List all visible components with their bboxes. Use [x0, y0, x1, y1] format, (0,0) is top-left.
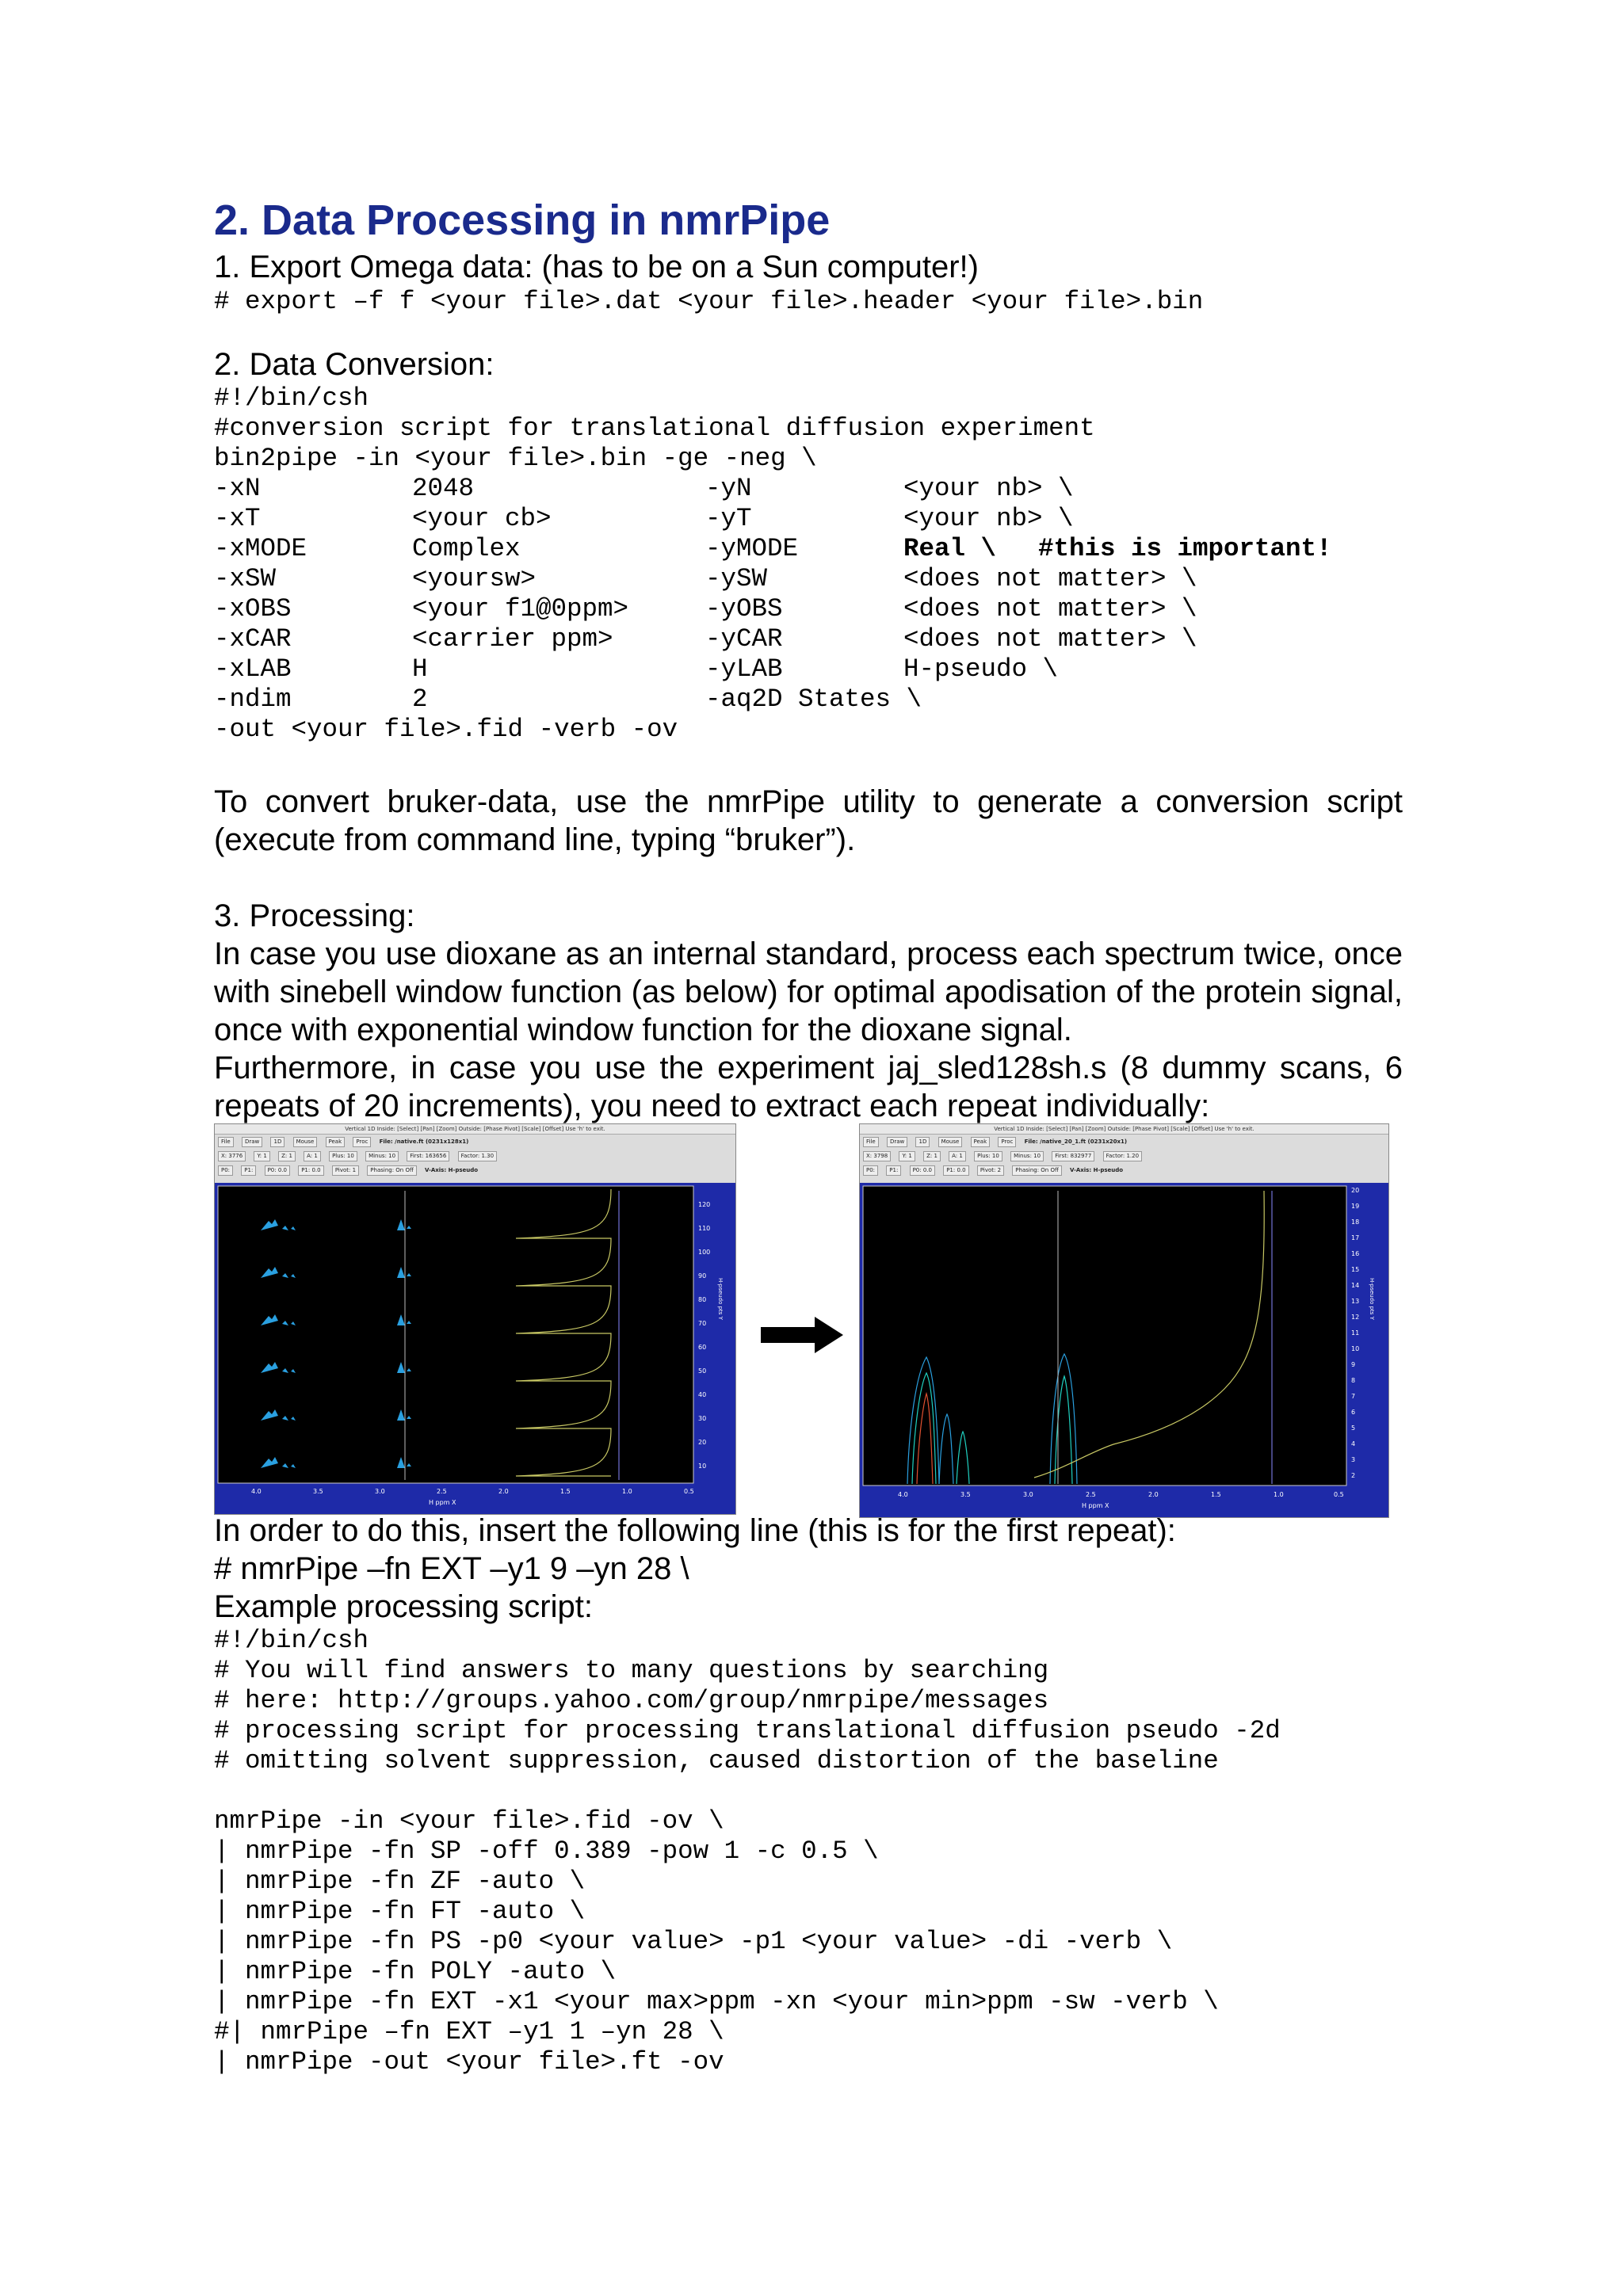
plot-frame	[215, 1183, 735, 1514]
x-tick: 4.0	[898, 1491, 908, 1498]
x-tick: 2.0	[1148, 1491, 1159, 1498]
y-value: <does not matter> \	[903, 594, 1197, 624]
v-axis-label: V-Axis: H-pseudo	[1070, 1167, 1124, 1173]
p0-value: P0: 0.0	[910, 1165, 935, 1176]
y-tick: 7	[1351, 1393, 1356, 1400]
y-field[interactable]: Y: 1	[899, 1151, 915, 1161]
nmrdraw-window-left	[214, 1123, 736, 1515]
y-tick: 2	[1351, 1472, 1356, 1479]
example-label: Example processing script:	[214, 1589, 593, 1624]
x-tick: 3.5	[313, 1488, 323, 1495]
y-tick: 80	[698, 1296, 707, 1303]
menu-peak[interactable]: Peak	[326, 1137, 346, 1147]
v-axis-label: V-Axis: H-pseudo	[425, 1167, 479, 1173]
ext-command-line: # nmrPipe –fn EXT –y1 9 –yn 28 \	[214, 1551, 689, 1586]
y-tick: 100	[698, 1249, 711, 1256]
x-value: 2	[412, 685, 428, 714]
x-tick: 2.5	[437, 1488, 447, 1495]
script-comment-line: # processing script for processing translational diffusion pseudo -2d	[214, 1716, 1281, 1745]
menu-1d[interactable]: 1D	[270, 1137, 285, 1147]
y-tick: 40	[698, 1391, 707, 1398]
phasing-toggle[interactable]: Phasing: On Off	[367, 1165, 417, 1176]
slider-row	[218, 1150, 732, 1161]
menu-mouse[interactable]: Mouse	[293, 1137, 318, 1147]
y-tick: 60	[698, 1344, 707, 1351]
script-comment-line: # omitting solvent suppression, caused distortion of the baseline	[214, 1746, 1219, 1775]
x-axis-label: H ppm X	[1082, 1502, 1109, 1509]
x-tick: 2.0	[498, 1488, 509, 1495]
minus-field[interactable]: Minus: 10	[1010, 1151, 1044, 1161]
window-titlebar: Vertical 1D Inside: [Select] [Pan] [Zoom] Outside: [Phase Pivot] [Scale] [Offset] Use 'h' to exit.	[215, 1124, 735, 1135]
y-flag: -yCAR	[705, 624, 783, 654]
x-field[interactable]: X: 3776	[218, 1151, 246, 1161]
x-tick: 1.5	[1211, 1491, 1221, 1498]
menu-1d[interactable]: 1D	[915, 1137, 930, 1147]
y-flag: -yMODE	[705, 534, 799, 563]
spectrum-plot-right[interactable]	[860, 1183, 1388, 1517]
y-flag: -yT	[705, 504, 752, 533]
x-tick: 2.5	[1086, 1491, 1096, 1498]
nmrdraw-window-right	[859, 1123, 1389, 1518]
processing-paragraph: In case you use dioxane as an internal standard, process each spectrum twice, once with sinebell window function (as below) for optimal apodisation of the protein signal, once with exponential window function for the dioxane signal.	[214, 936, 1403, 1047]
y-tick: 50	[698, 1367, 707, 1375]
x-flag: -xT	[214, 504, 261, 533]
minus-field[interactable]: Minus: 10	[365, 1151, 399, 1161]
y-value: H-pseudo \	[903, 654, 1059, 684]
x-flag: -xOBS	[214, 594, 292, 624]
y-axis-ticks	[698, 1201, 724, 1470]
x-value: Complex	[412, 534, 521, 563]
y-axis-label: H-pseudo pts Y	[717, 1278, 724, 1320]
y-value: <does not matter> \	[903, 564, 1197, 593]
x-flag: -xN	[214, 474, 261, 503]
section-heading: 2. Data Processing in nmrPipe	[214, 196, 831, 244]
script-body-line: | nmrPipe -fn ZF -auto \	[214, 1867, 586, 1896]
x-flag: -xCAR	[214, 624, 292, 654]
x-tick: 3.5	[960, 1491, 971, 1498]
plus-field[interactable]: Plus: 10	[329, 1151, 357, 1161]
y-tick: 3	[1351, 1456, 1356, 1463]
plus-field[interactable]: Plus: 10	[974, 1151, 1002, 1161]
y-tick: 20	[1351, 1187, 1360, 1194]
y-flag: -aq2D States \	[705, 685, 922, 714]
y-tick: 6	[1351, 1409, 1356, 1416]
extract-paragraph: Furthermore, in case you use the experiment jaj_sled128sh.s (8 dummy scans, 6 repeats of 20 increments), you need to extract each repeat individually:	[214, 1051, 1403, 1123]
y-field[interactable]: Y: 1	[254, 1151, 269, 1161]
factor-field[interactable]: Factor: 1.20	[1103, 1151, 1142, 1161]
x-value: <your f1@0ppm>	[412, 594, 629, 624]
menu-peak[interactable]: Peak	[971, 1137, 991, 1147]
x-axis-ticks	[898, 1491, 1344, 1509]
x-tick: 4.0	[251, 1488, 262, 1495]
p0-slider[interactable]: P0:	[218, 1165, 233, 1176]
y-tick: 12	[1351, 1314, 1360, 1321]
y-tick: 20	[698, 1439, 707, 1446]
menu-draw[interactable]: Draw	[887, 1137, 907, 1147]
important-note: #this is important!	[1038, 534, 1332, 563]
y-tick: 16	[1351, 1250, 1360, 1257]
phase-row	[863, 1165, 1385, 1176]
menu-proc[interactable]: Proc	[353, 1137, 371, 1147]
pivot-value: Pivot: 1	[332, 1165, 359, 1176]
first-field[interactable]: First: 832977	[1052, 1151, 1094, 1161]
bruker-note: To convert bruker-data, use the nmrPipe utility to generate a conversion script (execute from command line, typing “bruker”).	[214, 784, 1403, 857]
y-tick: 30	[698, 1415, 707, 1422]
y-tick: 90	[698, 1272, 707, 1280]
file-label: File: /native.ft (0231x128x1)	[379, 1138, 469, 1145]
x-tick: 1.0	[1274, 1491, 1284, 1498]
y-axis-ticks	[1351, 1187, 1375, 1479]
z-field[interactable]: Z: 1	[923, 1151, 941, 1161]
menu-mouse[interactable]: Mouse	[938, 1137, 963, 1147]
script-line: #!/bin/csh	[214, 383, 369, 413]
script-line: bin2pipe -in <your file>.bin -ge -neg \	[214, 444, 817, 473]
step1-title: 1. Export Omega data: (has to be on a Sun computer!)	[214, 250, 979, 284]
y-tick: 11	[1351, 1329, 1360, 1337]
script-comment-line: # You will find answers to many questions by searching	[214, 1656, 1049, 1685]
script-body-line: | nmrPipe -fn FT -auto \	[214, 1897, 586, 1926]
export-command: # export –f f <your file>.dat <your file>.header <your file>.bin	[214, 287, 1204, 316]
factor-field[interactable]: Factor: 1.30	[458, 1151, 497, 1161]
a-field[interactable]: A: 1	[949, 1151, 966, 1161]
menu-proc[interactable]: Proc	[998, 1137, 1016, 1147]
x-tick: 0.5	[684, 1488, 694, 1495]
y-tick: 8	[1351, 1377, 1356, 1384]
plot-frame	[860, 1183, 1388, 1517]
z-field[interactable]: Z: 1	[278, 1151, 296, 1161]
y-value: <your nb> \	[903, 504, 1074, 533]
y-tick: 9	[1351, 1361, 1356, 1368]
x-value: 2048	[412, 474, 475, 503]
p0-value: P0: 0.0	[265, 1165, 290, 1176]
x-value: <your cb>	[412, 504, 552, 533]
y-tick: 14	[1351, 1282, 1360, 1289]
y-flag: -yN	[705, 474, 752, 503]
instruction-line: In order to do this, insert the following line (this is for the first repeat):	[214, 1513, 1176, 1548]
script-out-line: -out <your file>.fid -verb -ov	[214, 715, 678, 744]
slider-row	[863, 1150, 1385, 1161]
y-tick: 10	[1351, 1345, 1360, 1352]
script-body-line: | nmrPipe -fn PS -p0 <your value> -p1 <your value> -di -verb \	[214, 1927, 1173, 1956]
y-tick: 17	[1351, 1234, 1360, 1241]
script-comment-line: #!/bin/csh	[214, 1626, 369, 1655]
y-tick: 10	[698, 1463, 707, 1470]
script-body-line: | nmrPipe -fn POLY -auto \	[214, 1957, 617, 1986]
script-body-line: #| nmrPipe –fn EXT –y1 1 –yn 28 \	[214, 2017, 724, 2046]
x-axis-ticks	[251, 1488, 694, 1506]
menu-draw[interactable]: Draw	[242, 1137, 262, 1147]
x-field[interactable]: X: 3798	[863, 1151, 891, 1161]
x-value: H	[412, 654, 428, 684]
y-axis-label: H-pseudo pts Y	[1369, 1278, 1375, 1320]
y-tick: 120	[698, 1201, 711, 1208]
y-tick: 70	[698, 1320, 707, 1327]
phasing-toggle[interactable]: Phasing: On Off	[1012, 1165, 1062, 1176]
y-value: Real \	[903, 534, 997, 563]
step2-title: 2. Data Conversion:	[214, 347, 495, 382]
x-value: <carrier ppm>	[412, 624, 613, 654]
x-tick: 1.5	[560, 1488, 571, 1495]
x-tick: 1.0	[622, 1488, 632, 1495]
menu-row	[218, 1136, 732, 1147]
y-tick: 4	[1351, 1440, 1356, 1447]
x-tick: 3.0	[1023, 1491, 1033, 1498]
p0-slider[interactable]: P0:	[863, 1165, 878, 1176]
y-tick: 13	[1351, 1298, 1360, 1305]
script-line: #conversion script for translational diffusion experiment	[214, 414, 1095, 443]
y-value: <does not matter> \	[903, 624, 1197, 654]
x-flag: -xLAB	[214, 654, 292, 684]
window-toolbar	[215, 1135, 735, 1182]
menu-file[interactable]: File	[218, 1137, 234, 1147]
phase-row	[218, 1165, 732, 1176]
x-flag: -xSW	[214, 564, 277, 593]
script-body-line: | nmrPipe -out <your file>.ft -ov	[214, 2047, 724, 2077]
x-flag: -xMODE	[214, 534, 307, 563]
script-comment-line: # here: http://groups.yahoo.com/group/nmrpipe/messages	[214, 1686, 1049, 1715]
menu-file[interactable]: File	[863, 1137, 879, 1147]
y-value: <your nb> \	[903, 474, 1074, 503]
y-flag: -ySW	[705, 564, 768, 593]
p1-value: P1: 0.0	[943, 1165, 968, 1176]
script-body-line: | nmrPipe -fn EXT -x1 <your max>ppm -xn <your min>ppm -sw -verb \	[214, 1987, 1219, 2016]
y-tick: 5	[1351, 1425, 1356, 1432]
a-field[interactable]: A: 1	[304, 1151, 321, 1161]
menu-row	[863, 1136, 1385, 1147]
y-tick: 15	[1351, 1266, 1360, 1273]
p1-slider[interactable]: P1:	[241, 1165, 256, 1176]
y-flag: -yLAB	[705, 654, 783, 684]
spectrum-plot-left[interactable]	[215, 1183, 735, 1514]
first-field[interactable]: First: 163656	[407, 1151, 449, 1161]
window-toolbar	[860, 1135, 1388, 1182]
x-tick: 3.0	[375, 1488, 385, 1495]
p1-value: P1: 0.0	[298, 1165, 323, 1176]
x-flag: -ndim	[214, 685, 292, 714]
x-value: <yoursw>	[412, 564, 537, 593]
window-titlebar: Vertical 1D Inside: [Select] [Pan] [Zoom] Outside: [Phase Pivot] [Scale] [Offset] Use 'h' to exit.	[860, 1124, 1388, 1135]
y-flag: -yOBS	[705, 594, 783, 624]
x-tick: 0.5	[1334, 1491, 1344, 1498]
script-body-line: nmrPipe -in <your file>.fid -ov \	[214, 1806, 724, 1836]
arrow-right-icon	[759, 1315, 846, 1355]
pivot-value: Pivot: 2	[977, 1165, 1004, 1176]
p1-slider[interactable]: P1:	[886, 1165, 901, 1176]
file-label: File: /native_20_1.ft (0231x20x1)	[1024, 1138, 1128, 1145]
script-body-line: | nmrPipe -fn SP -off 0.389 -pow 1 -c 0.5 \	[214, 1836, 879, 1866]
x-axis-label: H ppm X	[429, 1499, 456, 1506]
y-tick: 19	[1351, 1203, 1360, 1210]
y-tick: 110	[698, 1225, 711, 1232]
step3-title: 3. Processing:	[214, 898, 415, 933]
y-tick: 18	[1351, 1219, 1360, 1226]
